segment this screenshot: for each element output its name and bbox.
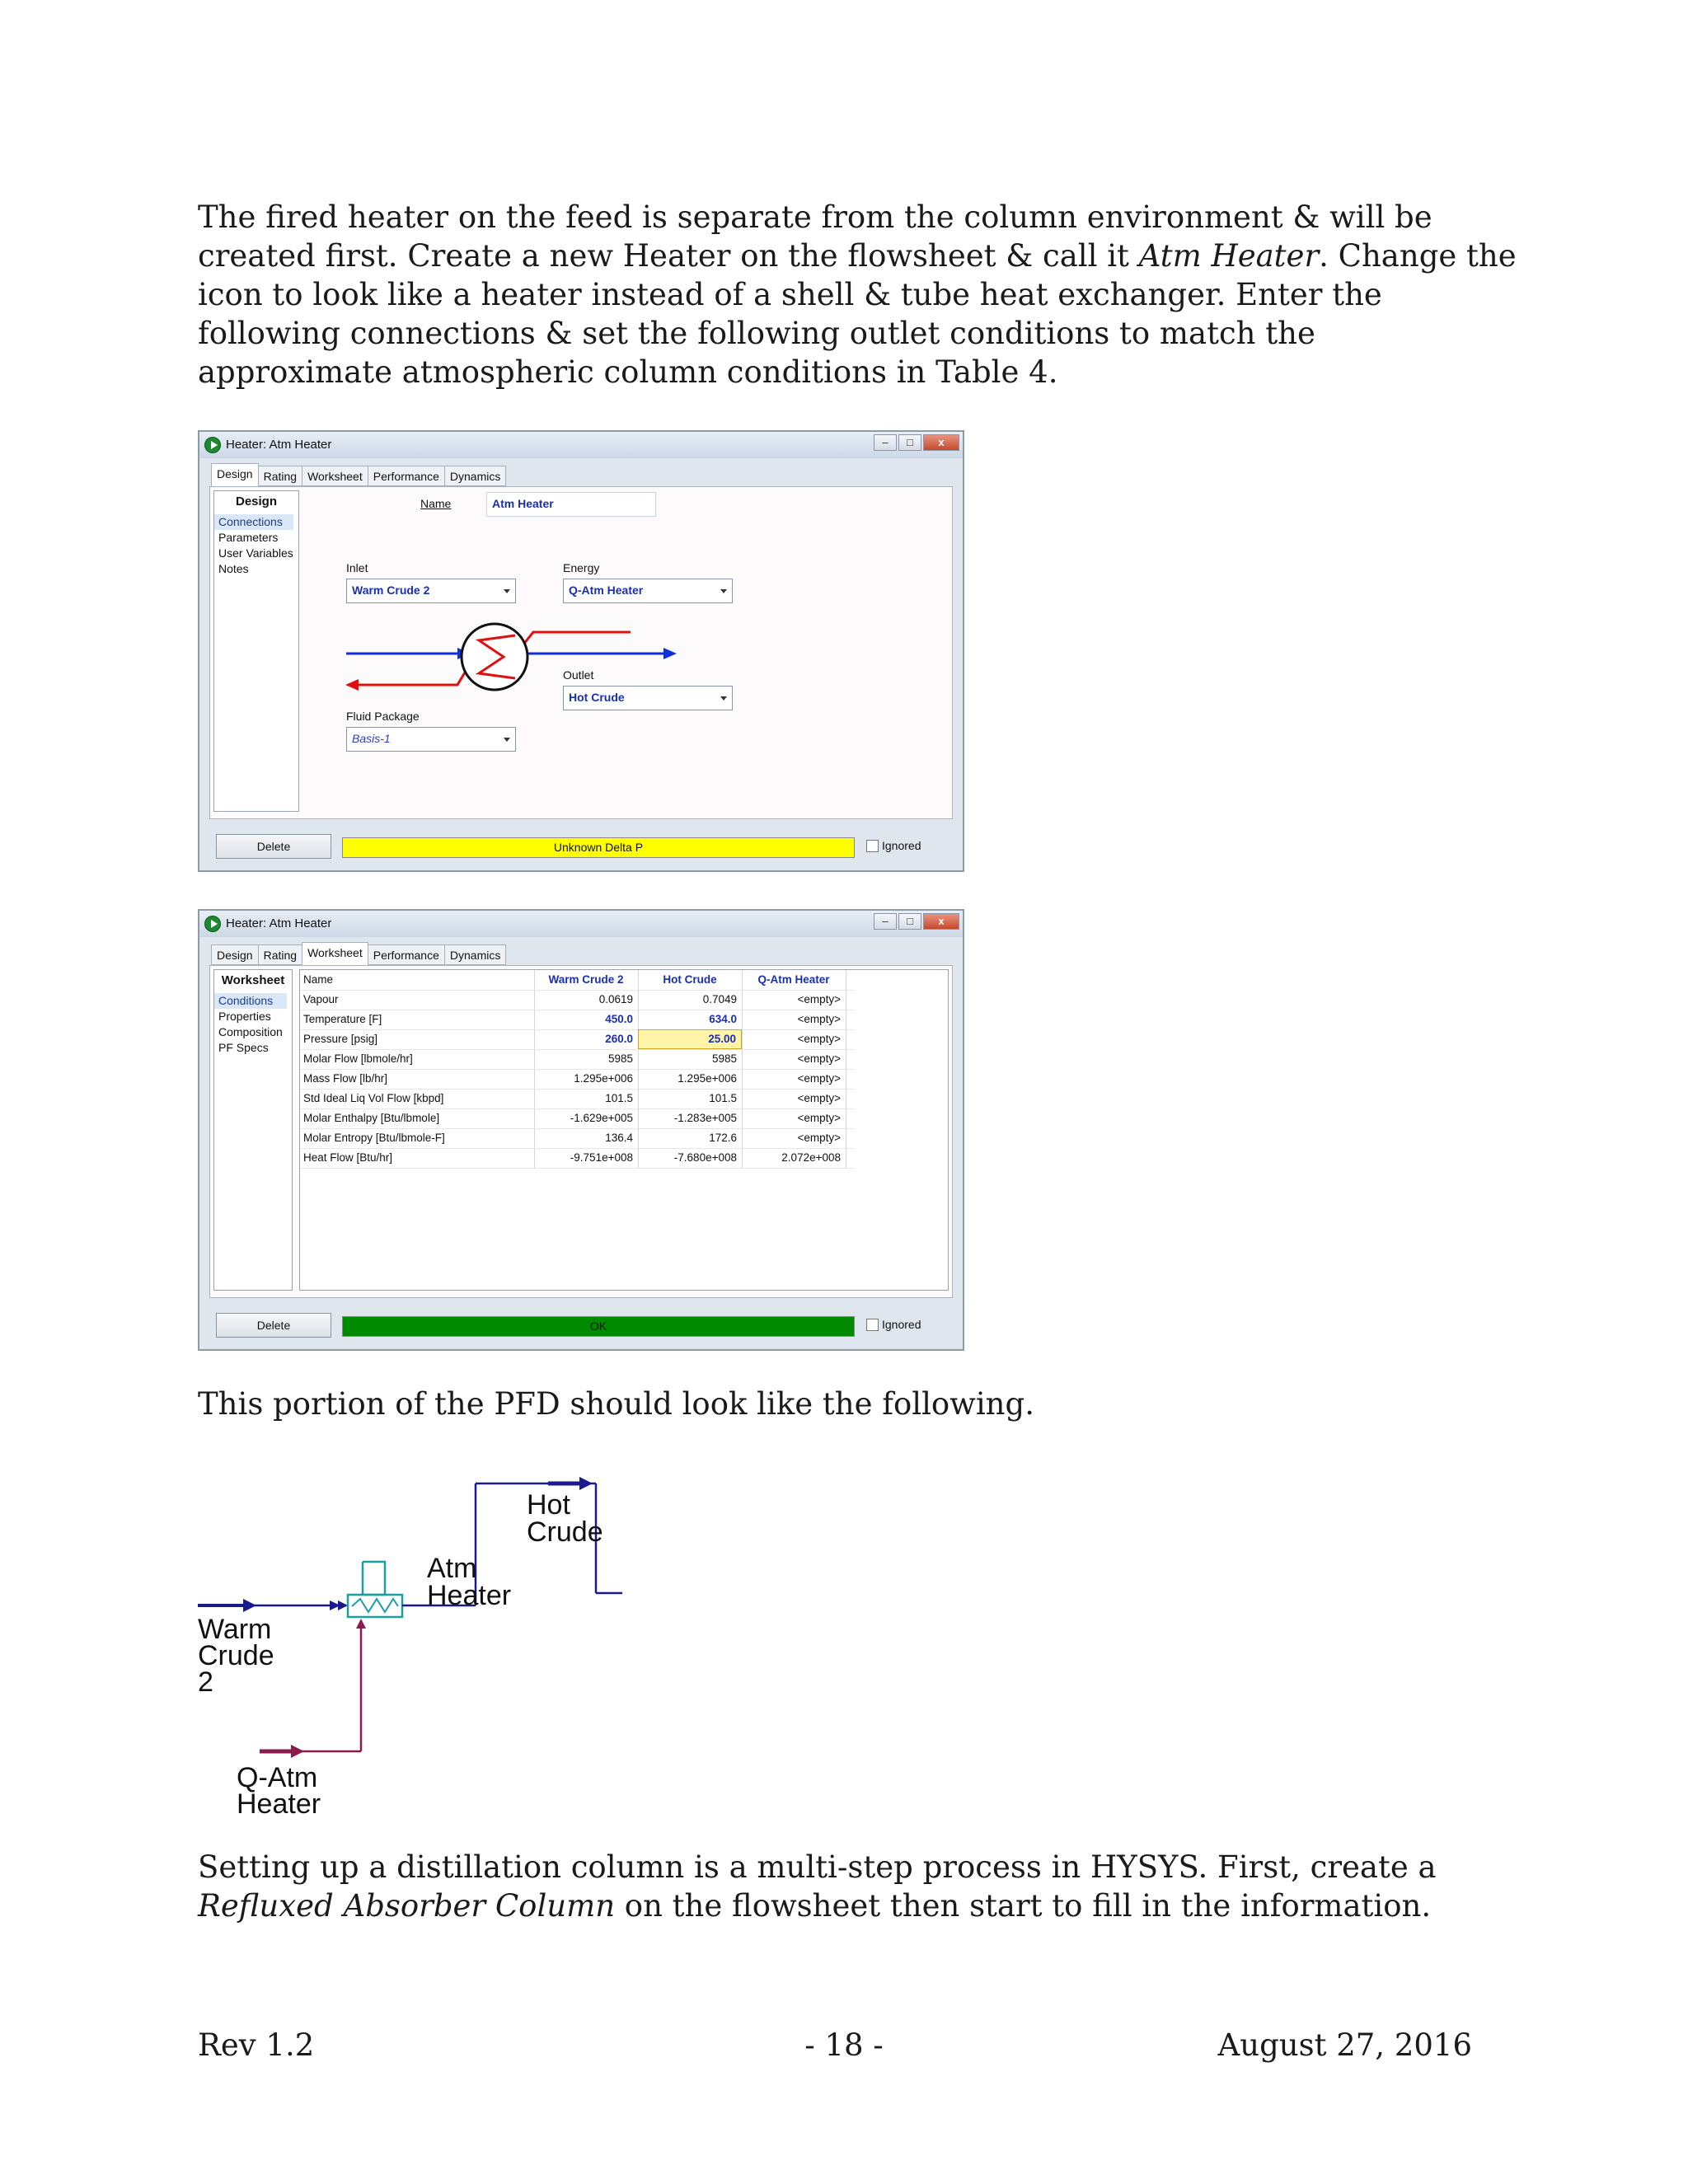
nav-title: Worksheet <box>221 973 285 987</box>
ignored-checkbox[interactable]: Ignored <box>866 1318 921 1331</box>
chevron-down-icon <box>720 589 727 593</box>
chevron-down-icon <box>720 696 727 701</box>
column-header-hot-crude: Hot Crude <box>663 973 717 986</box>
column-header-warm-crude: Warm Crude 2 <box>548 973 624 986</box>
worksheet-panel <box>209 965 953 1298</box>
pfd-heater-label-line2: Heater <box>427 1580 512 1611</box>
hysys-app-icon <box>204 916 221 932</box>
window-title: Heater: Atm Heater <box>226 916 332 930</box>
tab-design[interactable]: Design <box>211 463 259 487</box>
tab-dynamics[interactable]: Dynamics <box>444 944 506 965</box>
outlet-label: Outlet <box>563 668 594 682</box>
nav-item-connections[interactable]: Connections <box>214 514 293 530</box>
hysys-app-icon <box>204 437 221 453</box>
inlet-dropdown[interactable]: Warm Crude 2 <box>346 579 516 603</box>
energy-dropdown[interactable]: Q-Atm Heater <box>563 579 733 603</box>
nav-title: Design <box>235 494 277 509</box>
pfd-energy-label-line1: Q-Atm <box>237 1762 318 1793</box>
inlet-label: Inlet <box>346 561 368 574</box>
tab-rating[interactable]: Rating <box>258 466 302 486</box>
nav-item-pf-specs[interactable]: PF Specs <box>218 1041 269 1054</box>
column-header-q-atm-heater: Q-Atm Heater <box>757 973 830 986</box>
footer-revision: Rev 1.2 <box>198 2027 315 2063</box>
selected-cell[interactable]: 25.00 <box>638 1029 742 1049</box>
conditions-table: Name Warm Crude 2 Hot Crude Q-Atm Heater Vapour 0.0619 0.7049 <empty> Temperature [F] 450.0 634.0 <empty> Pressure [psig] 260.0 25.00 <empty> Molar Flow [lbmole/hr] 5985 5985 <empty> Mass Flow [lb/hr] 1.295e+006 1.295e+006 <empty> Std Ideal Liq Vol Flow [kbpd] 101.5 101.5 <empty> Molar Enthalpy [Btu/lbmole] -1.629e+005 -1.283e+005 <empty> Molar Entropy [Btu/lbmole-F] 136.4 172.6 <empty> Heat Flow [Btu/hr] -9.751e+008 -7.680e+008 2.072e+008 <box>299 969 949 1291</box>
pfd-heater-label-line1: Atm <box>427 1553 477 1584</box>
nav-item-parameters[interactable]: Parameters <box>218 531 279 544</box>
pfd-diagram <box>194 1475 639 1821</box>
heater-design-window <box>198 430 964 872</box>
pfd-warm-crude-label-line3: 2 <box>198 1666 213 1698</box>
pfd-energy-label-line2: Heater <box>237 1788 321 1820</box>
pfd-warm-crude-label-line2: Crude <box>198 1640 274 1671</box>
tab-worksheet[interactable]: Worksheet <box>302 466 368 486</box>
atm-heater-emphasis: Atm Heater <box>1138 238 1320 274</box>
worksheet-nav <box>213 969 293 1291</box>
nav-item-conditions[interactable]: Conditions <box>214 993 287 1009</box>
footer-page-number: - 18 - <box>804 2027 884 2063</box>
title-bar[interactable] <box>199 432 963 458</box>
close-button[interactable]: x <box>923 434 959 451</box>
maximize-button[interactable]: □ <box>898 913 921 930</box>
nav-item-composition[interactable]: Composition <box>218 1025 283 1038</box>
chevron-down-icon <box>504 589 510 593</box>
pfd-hot-crude-label-line2: Crude <box>527 1516 603 1548</box>
status-indicator: OK <box>342 1316 855 1337</box>
checkbox-icon <box>866 840 879 852</box>
column-paragraph: Setting up a distillation column is a multi-step process in HYSYS. First, create a Refluxed Absorber Column on the flowsheet then start to fill in the information. <box>198 1849 1437 1924</box>
fluid-package-dropdown[interactable]: Basis-1 <box>346 727 516 752</box>
tab-worksheet[interactable]: Worksheet <box>302 942 368 966</box>
nav-item-notes[interactable]: Notes <box>218 562 249 575</box>
ignored-checkbox[interactable]: Ignored <box>866 839 921 852</box>
window-title: Heater: Atm Heater <box>226 438 332 452</box>
title-bar[interactable] <box>199 911 963 937</box>
chevron-down-icon <box>504 738 510 742</box>
checkbox-icon <box>866 1319 879 1331</box>
tab-dynamics[interactable]: Dynamics <box>444 466 506 486</box>
tab-design[interactable]: Design <box>211 944 259 965</box>
pfd-warm-crude-label-line1: Warm <box>198 1614 272 1645</box>
design-nav <box>213 490 299 812</box>
footer-date: August 27, 2016 <box>1217 2027 1472 2063</box>
worksheet-status-bar <box>216 1313 953 1338</box>
status-indicator: Unknown Delta P <box>342 837 855 858</box>
outlet-dropdown[interactable]: Hot Crude <box>563 686 733 710</box>
tab-performance[interactable]: Performance <box>368 466 445 486</box>
pfd-hot-crude-label-line1: Hot <box>527 1489 570 1521</box>
tab-rating[interactable]: Rating <box>258 944 302 965</box>
refluxed-absorber-emphasis: Refluxed Absorber Column <box>198 1888 616 1924</box>
design-status-bar <box>216 834 953 859</box>
maximize-button[interactable]: □ <box>898 434 921 451</box>
nav-item-user-variables[interactable]: User Variables <box>218 546 293 560</box>
minimize-button[interactable]: – <box>874 434 897 451</box>
fluid-package-label: Fluid Package <box>346 710 420 723</box>
energy-label: Energy <box>563 561 600 574</box>
column-header-name: Name <box>303 973 334 986</box>
nav-item-properties[interactable]: Properties <box>218 1010 271 1023</box>
delete-button[interactable]: Delete <box>216 834 331 859</box>
name-label: Name <box>420 497 452 510</box>
intro-paragraph: The fired heater on the feed is separate from the column environment & will be created first. Create a new Heater on the flowsheet & call it Atm Heater. Change the icon to look like a heater instead of a shell & tube heat exchanger. Enter the following connections & set the following outlet conditions to match the approximate atmospheric column conditions in Table 4. <box>198 199 1517 390</box>
minimize-button[interactable]: – <box>874 913 897 930</box>
delete-button[interactable]: Delete <box>216 1313 331 1338</box>
pfd-intro-paragraph: This portion of the PFD should look like the following. <box>198 1386 1034 1422</box>
design-panel <box>209 486 953 819</box>
close-button[interactable]: x <box>923 913 959 930</box>
heater-worksheet-window <box>198 909 964 1351</box>
tab-performance[interactable]: Performance <box>368 944 445 965</box>
name-field[interactable]: Atm Heater <box>486 492 656 517</box>
